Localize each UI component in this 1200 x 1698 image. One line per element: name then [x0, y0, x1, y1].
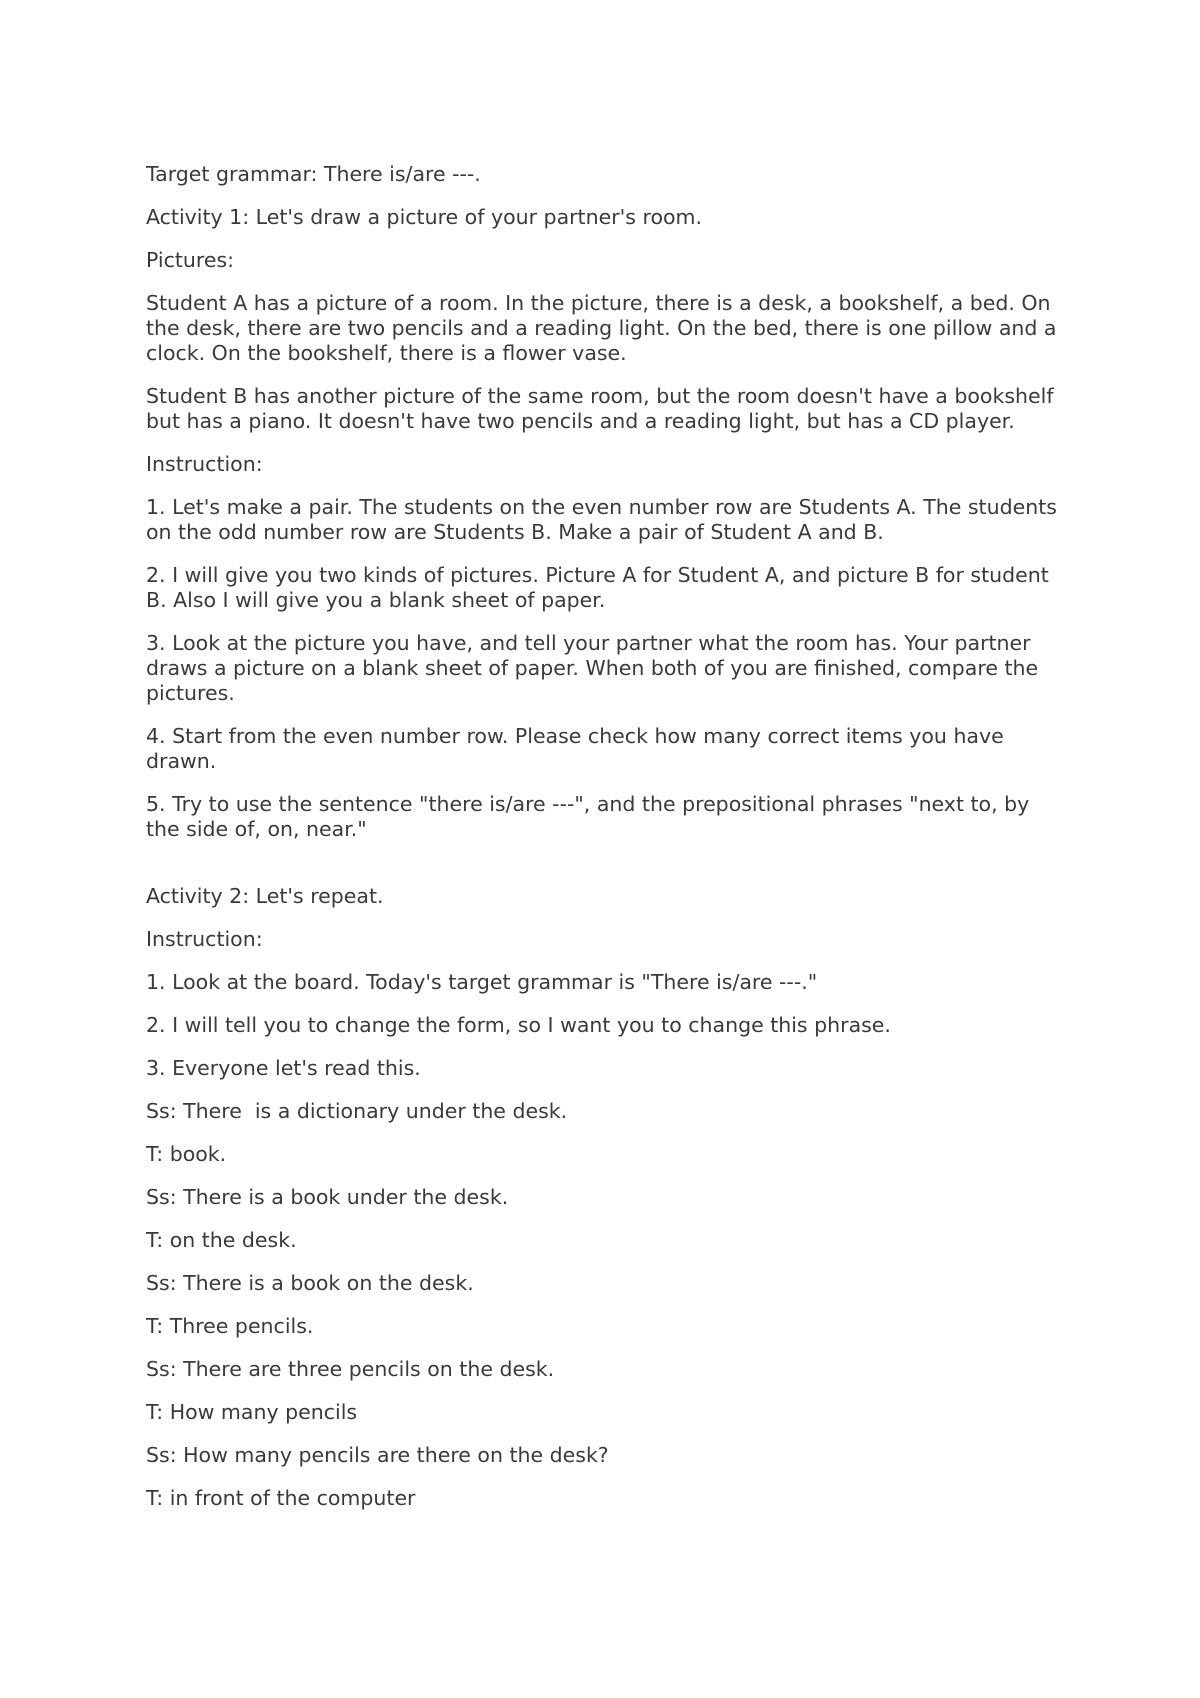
student-b-description: Student B has another picture of the same room, but the room doesn't have a bookshelf but has a piano. It doesn't have two pencils and a reading light, but has a CD player.: [146, 384, 1061, 433]
dialogue-line: Ss: How many pencils are there on the desk?: [146, 1443, 609, 1467]
activity-1-title: Activity 1: Let's draw a picture of your partner's room.: [146, 205, 703, 229]
activity-2-line: 1. Look at the board. Today's target grammar is "There is/are ---.": [146, 970, 818, 994]
dialogue-line: T: How many pencils: [146, 1400, 358, 1424]
activity-1-instruction-item: 3. Look at the picture you have, and tell your partner what the room has. Your partner draws a picture on a blank sheet of paper. When both of you are finished, compare the pictures.: [146, 631, 1045, 705]
dialogue-line: Ss: There is a book under the desk.: [146, 1185, 509, 1209]
activity-2-line: 2. I will tell you to change the form, so I want you to change this phrase.: [146, 1013, 891, 1037]
activity-1-instruction-item: 4. Start from the even number row. Please check how many correct items you have drawn.: [146, 724, 1011, 773]
dialogue-line: T: book.: [146, 1142, 227, 1166]
activity-2-title: Activity 2: Let's repeat.: [146, 884, 384, 908]
activity-1-instruction-item: 1. Let's make a pair. The students on the even number row are Students A. The students on the odd number row are Students B. Make a pair of Student A and B.: [146, 495, 1064, 544]
dialogue-line: T: in front of the computer: [146, 1486, 416, 1510]
activity-1-instruction-item: 5. Try to use the sentence "there is/are ---", and the prepositional phrases "next to, by the side of, on, near.": [146, 792, 1036, 841]
activity-2-instruction-label: Instruction:: [146, 927, 263, 951]
dialogue-line: Ss: There are three pencils on the desk.: [146, 1357, 555, 1381]
target-grammar-line: Target grammar: There is/are ---.: [146, 162, 481, 186]
dialogue-line: Ss: There is a dictionary under the desk.: [146, 1099, 568, 1123]
activity-2-line: 3. Everyone let's read this.: [146, 1056, 421, 1080]
activity-1-instruction-label: Instruction:: [146, 452, 263, 476]
document-body: [146, 162, 1066, 1529]
pictures-label: Pictures:: [146, 248, 235, 272]
activity-1-instruction-item: 2. I will give you two kinds of pictures. Picture A for Student A, and picture B for student B. Also I will give you a blank sheet of paper.: [146, 563, 1056, 612]
student-a-description: Student A has a picture of a room. In the picture, there is a desk, a bookshelf, a bed. On the desk, there are two pencils and a reading light. On the bed, there is one pillow and a clock. On the bookshelf, there is a flower vase.: [146, 291, 1064, 365]
dialogue-line: T: on the desk.: [146, 1228, 297, 1252]
dialogue-line: T: Three pencils.: [146, 1314, 314, 1338]
dialogue-line: Ss: There is a book on the desk.: [146, 1271, 474, 1295]
